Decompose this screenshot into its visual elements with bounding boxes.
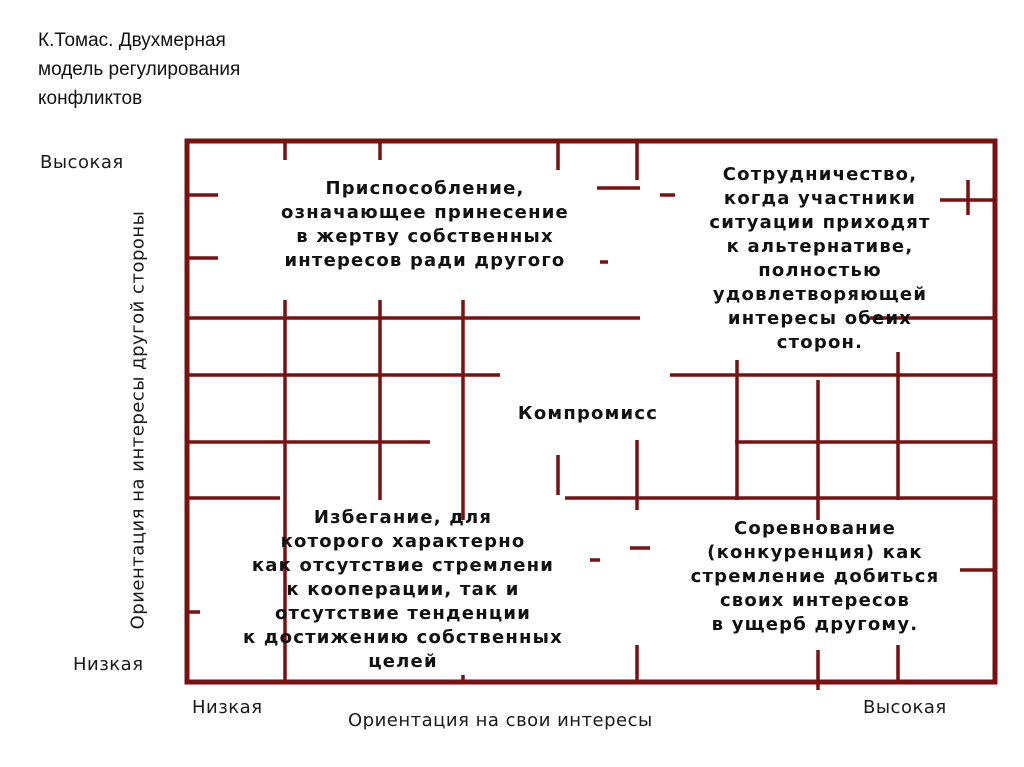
compromise-label: Компромисс: [517, 403, 659, 424]
title-line-3: конфликтов: [38, 88, 143, 109]
competition-line: Соревнование: [733, 518, 897, 539]
y-axis-title: Ориентация на интересы другой стороны: [127, 210, 149, 630]
collaboration-line: ситуации приходят: [709, 212, 931, 233]
title-line-2: модель регулирования: [38, 59, 241, 80]
avoidance-line: к кооперации, так и: [286, 579, 520, 600]
collaboration-line: когда участники: [723, 188, 917, 209]
y-axis-high-label: Высокая: [40, 152, 124, 173]
avoidance-line: целей: [368, 651, 438, 672]
collaboration-line: к альтернативе,: [726, 236, 914, 257]
avoidance-line: Избегание, для: [313, 507, 493, 528]
collaboration-line: удовлетворяющей: [712, 284, 928, 305]
accommodation-line: означающее принесение: [281, 202, 569, 223]
quadrant-avoidance: [196, 506, 610, 674]
competition-line: (конкуренция) как: [707, 542, 923, 563]
collaboration-line: интересы обеих: [727, 308, 913, 329]
avoidance-line: как отсутствие стремлени: [251, 555, 555, 576]
title-line-1: К.Томас. Двухмерная: [38, 30, 226, 51]
avoidance-line: отсутствие тенденции: [274, 603, 532, 624]
quadrant-competition: [640, 517, 990, 637]
accommodation-line: интересов ради другого: [284, 250, 566, 271]
avoidance-line: к достижению собственных: [243, 627, 563, 648]
competition-line: своих интересов: [719, 590, 911, 611]
x-axis-title: Ориентация на свои интересы: [348, 710, 653, 731]
competition-line: стремление добиться: [690, 566, 940, 587]
competition-line: в ущерб другому.: [711, 614, 919, 635]
collaboration-line: сторон.: [776, 332, 864, 353]
collaboration-line: Сотрудничество,: [722, 164, 918, 185]
accommodation-line: Приспособление,: [325, 178, 525, 199]
accommodation-line: в жертву собственных: [296, 226, 554, 247]
quadrant-collaboration: [655, 163, 985, 355]
x-axis-low-label: Низкая: [192, 697, 263, 718]
quadrant-accommodation: [200, 177, 650, 273]
x-axis-high-label: Высокая: [863, 697, 947, 718]
quadrant-compromise: [470, 402, 706, 426]
collaboration-line: полностью: [758, 260, 882, 281]
y-axis-low-label: Низкая: [73, 654, 144, 675]
avoidance-line: которого характерно: [280, 531, 526, 552]
